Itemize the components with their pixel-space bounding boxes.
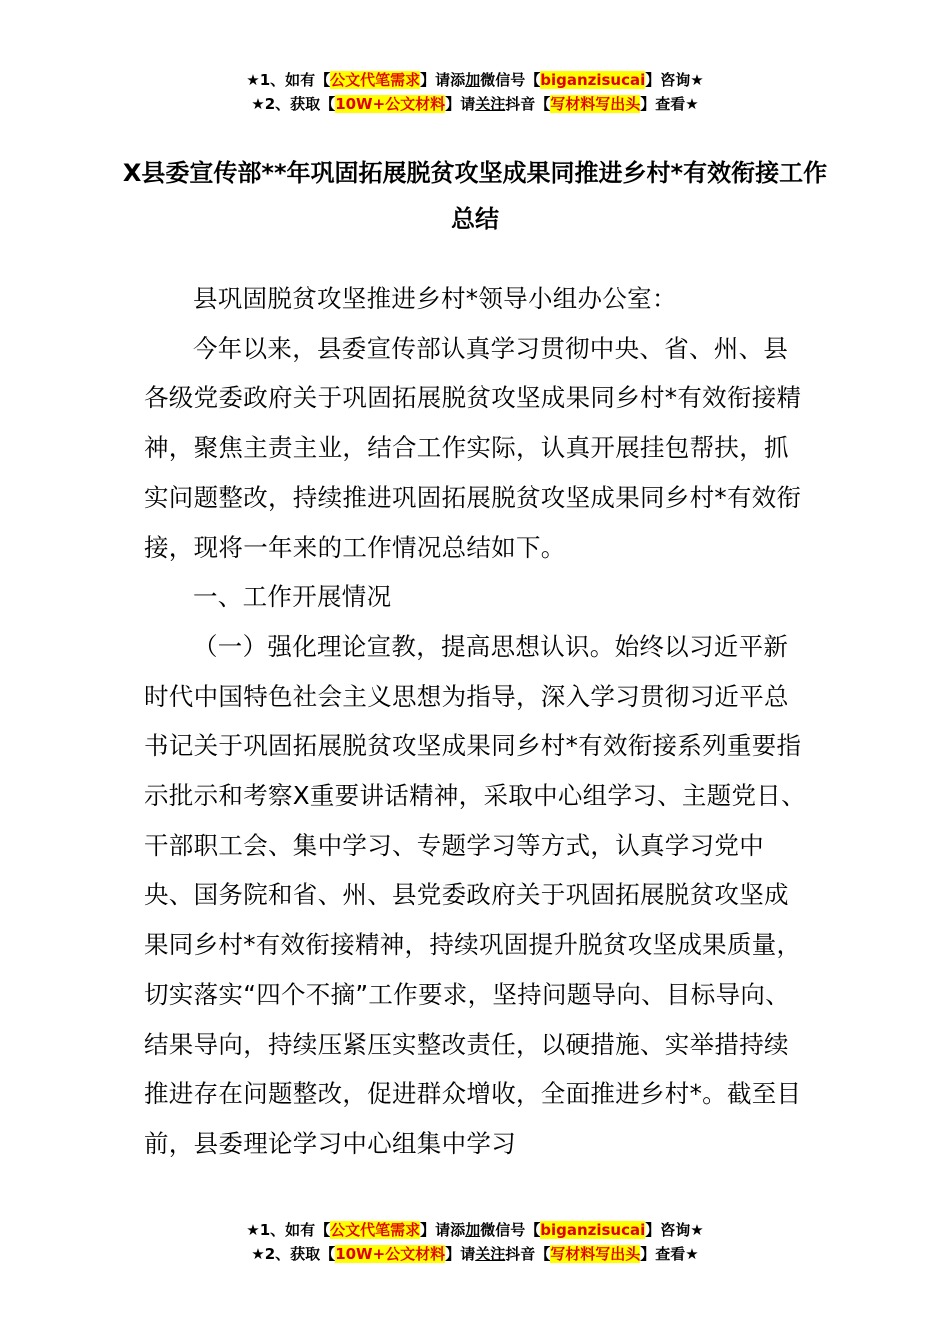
intro-paragraph: 今年以来，县委宣传部认真学习贯彻中央、省、州、县各级党委政府关于巩固拓展脱贫攻坚成果同乡村*有效衔接精神，聚焦主责主业，结合工作实际，认真开展挂包帮扶，抓实问题整改，持续推进巩固拓展脱贫攻坚成果同乡村*有效衔接，现将一年来的工作情况总结如下。 bbox=[144, 333, 802, 562]
promo-text: 】咨询★ bbox=[645, 71, 704, 89]
promo-underline: 关注 bbox=[475, 1245, 506, 1263]
promo-line-1 bbox=[0, 68, 950, 92]
promo-text: 】请添 bbox=[420, 1221, 466, 1239]
promo-text: 】查看★ bbox=[640, 1245, 699, 1263]
promo-text: ★1、如有【 bbox=[246, 1221, 331, 1239]
promo-text: ★2、获取【 bbox=[251, 1245, 336, 1263]
promo-text: ★2、获取【 bbox=[251, 95, 336, 113]
promo-highlight: 写材料写出头 bbox=[550, 95, 641, 113]
promo-underline: 关注 bbox=[475, 95, 506, 113]
promo-banner-top bbox=[0, 68, 950, 116]
promo-text: 抖音【 bbox=[505, 1245, 551, 1263]
promo-line-1 bbox=[0, 1218, 950, 1242]
promo-line-2 bbox=[0, 1242, 950, 1266]
promo-text: 微信号【 bbox=[480, 71, 541, 89]
promo-highlight: biganzisucai bbox=[540, 1221, 646, 1239]
promo-highlight: 写材料写出头 bbox=[550, 1245, 641, 1263]
promo-highlight: biganzisucai bbox=[540, 71, 646, 89]
promo-line-2 bbox=[0, 92, 950, 116]
promo-text: 】咨询★ bbox=[645, 1221, 704, 1239]
promo-text: 微信号【 bbox=[480, 1221, 541, 1239]
body-paragraph: （一）强化理论宣教，提高思想认识。始终以习近平新时代中国特色社会主义思想为指导，深入学习贯彻习近平总书记关于巩固拓展脱贫攻坚成果同乡村*有效衔接系列重要指示批示和考察X重要讲话精神，采取中心组学习、主题党日、干部职工会、集中学习、专题学习等方式，认真学习党中央、国务院和省、州、县党委政府关于巩固拓展脱贫攻坚成果同乡村*有效衔接精神，持续巩固提升脱贫攻坚成果质量，切实落实“四个不摘”工作要求，坚持问题导向、目标导向、结果导向，持续压紧压实整改责任，以硬措施、实举措持续推进存在问题整改，促进群众增收，全面推进乡村*。截至目前，县委理论学习中心组集中学习 bbox=[144, 631, 806, 1158]
promo-text: 抖音【 bbox=[505, 95, 551, 113]
salutation: 县巩固脱贫攻坚推进乡村*领导小组办公室： bbox=[193, 284, 677, 313]
promo-underline: 加 bbox=[465, 71, 481, 89]
promo-text: 】请添 bbox=[420, 71, 466, 89]
promo-text: 】查看★ bbox=[640, 95, 699, 113]
promo-text: 】请 bbox=[445, 95, 476, 113]
promo-text: 】请 bbox=[445, 1245, 476, 1263]
section-heading: 一、工作开展情况 bbox=[193, 582, 392, 612]
promo-highlight: 公文代笔需求 bbox=[330, 71, 421, 89]
promo-highlight: 公文代笔需求 bbox=[330, 1221, 421, 1239]
promo-text: ★1、如有【 bbox=[246, 71, 331, 89]
promo-highlight: 10W+公文材料 bbox=[335, 1245, 446, 1263]
document-body bbox=[144, 274, 806, 1169]
promo-highlight: 10W+公文材料 bbox=[335, 95, 446, 113]
document-title: X县委宣传部**年巩固拓展脱贫攻坚成果同推进乡村*有效衔接工作总结 bbox=[122, 159, 828, 233]
promo-underline: 加 bbox=[465, 1221, 481, 1239]
promo-banner-bottom bbox=[0, 1218, 950, 1266]
